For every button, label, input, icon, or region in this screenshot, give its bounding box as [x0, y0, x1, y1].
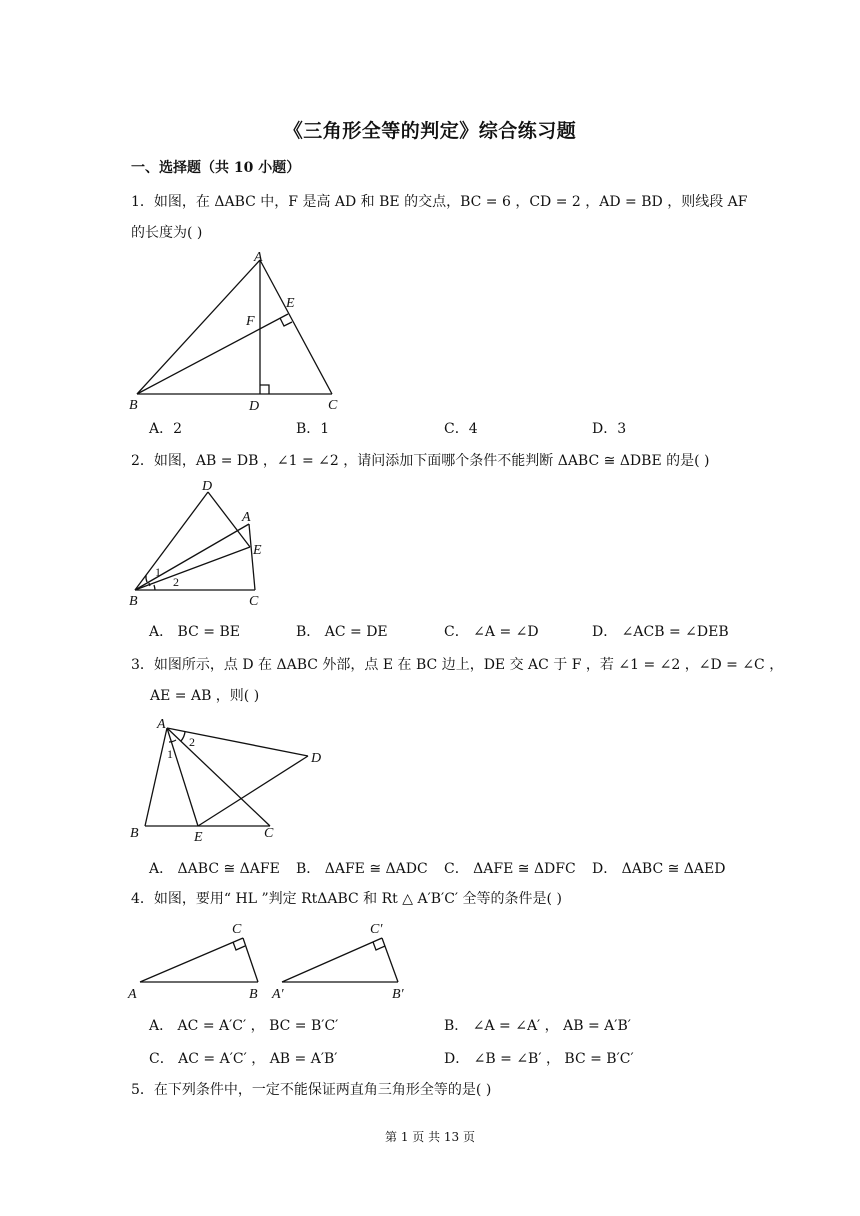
- figure-label-B-prime: B′: [392, 987, 404, 1002]
- figure-label-E: E: [286, 296, 295, 311]
- question-4-option-c: C． AC = A′C′ ， AB = A′B′: [149, 1051, 338, 1067]
- question-2-figure: [125, 478, 285, 613]
- question-2-option-c: C． ∠A = ∠D: [444, 624, 539, 640]
- figure-label-D: D: [311, 751, 322, 766]
- question-3-option-c: C． ΔAFE ≅ ΔDFC: [444, 861, 576, 877]
- figure-label-B: B: [249, 987, 258, 1002]
- question-4-figure-abc: [128, 918, 268, 1003]
- figure-angle-1: 1: [155, 565, 161, 579]
- question-3-stem-line2: AE = AB ，则( ): [150, 688, 260, 704]
- figure-label-A: A: [242, 510, 251, 525]
- question-4-option-a: A． AC = A′C′ ， BC = B′C′: [149, 1018, 339, 1034]
- question-1-stem-line2: 的长度为( ): [131, 225, 203, 241]
- figure-label-B: B: [129, 398, 138, 413]
- figure-label-C: C: [249, 594, 259, 609]
- question-1-figure: [125, 248, 355, 418]
- question-2-option-b: B． AC = DE: [296, 624, 388, 640]
- question-2-stem-line1: 2．如图，AB = DB ，∠1 = ∠2 ，请问添加下面哪个条件不能判断 ΔABC ≅ ΔDBE 的是( ): [131, 453, 710, 469]
- question-4-stem-line1: 4．如图，要用“ HL ”判定 RtΔABC 和 Rt △ A′B′C′ 全等的条件是( ): [131, 891, 562, 907]
- figure-label-A: A: [157, 717, 166, 732]
- figure-label-A: A: [254, 250, 263, 265]
- figure-label-F: F: [246, 314, 255, 329]
- figure-label-D: D: [249, 399, 260, 414]
- page-title: 《三角形全等的判定》综合练习题: [283, 120, 577, 142]
- figure-angle-2: 2: [189, 735, 195, 749]
- figure-label-E: E: [194, 830, 203, 845]
- figure-label-C: C: [264, 826, 274, 841]
- question-3-figure: [125, 712, 335, 847]
- question-3-option-d: D． ΔABC ≅ ΔAED: [592, 861, 726, 877]
- question-2-option-d: D． ∠ACB = ∠DEB: [592, 624, 729, 640]
- figure-label-C: C: [232, 922, 242, 937]
- figure-label-D: D: [202, 479, 213, 494]
- question-3-option-b: B． ΔAFE ≅ ΔADC: [296, 861, 428, 877]
- question-2-option-a: A． BC = BE: [149, 624, 240, 640]
- question-1-option-c: C．4: [444, 421, 478, 437]
- question-1-stem-line1: 1．如图，在 ΔABC 中，F 是高 AD 和 BE 的交点，BC = 6 ，CD = 2 ，AD = BD ，则线段 AF: [131, 194, 748, 210]
- figure-label-A-prime: A′: [272, 987, 284, 1002]
- page-footer: 第 1 页 共 13 页: [385, 1130, 475, 1144]
- question-4-figure-a-prime: [272, 916, 417, 1001]
- question-1-option-d: D．3: [592, 421, 627, 437]
- figure-label-C-prime: C′: [370, 922, 383, 937]
- figure-angle-2: 2: [173, 575, 179, 589]
- question-3-option-a: A． ΔABC ≅ ΔAFE: [149, 861, 280, 877]
- section-heading: 一、选择题（共 10 小题）: [131, 160, 301, 176]
- figure-angle-1: 1: [167, 747, 173, 761]
- figure-label-A: A: [128, 987, 137, 1002]
- question-4-option-d: D． ∠B = ∠B′ ， BC = B′C′: [444, 1051, 634, 1067]
- question-1-option-b: B．1: [296, 421, 330, 437]
- question-5-stem-line1: 5．在下列条件中，一定不能保证两直角三角形全等的是( ): [131, 1082, 492, 1098]
- question-4-option-b: B． ∠A = ∠A′ ， AB = A′B′: [444, 1018, 631, 1034]
- figure-label-B: B: [130, 826, 139, 841]
- figure-label-E: E: [253, 543, 262, 558]
- figure-label-C: C: [328, 398, 338, 413]
- question-1-option-a: A．2: [149, 421, 183, 437]
- question-3-stem-line1: 3．如图所示，点 D 在 ΔABC 外部，点 E 在 BC 边上，DE 交 AC 于 F ，若 ∠1 = ∠2 ，∠D = ∠C ，: [131, 657, 784, 673]
- figure-label-B: B: [129, 594, 138, 609]
